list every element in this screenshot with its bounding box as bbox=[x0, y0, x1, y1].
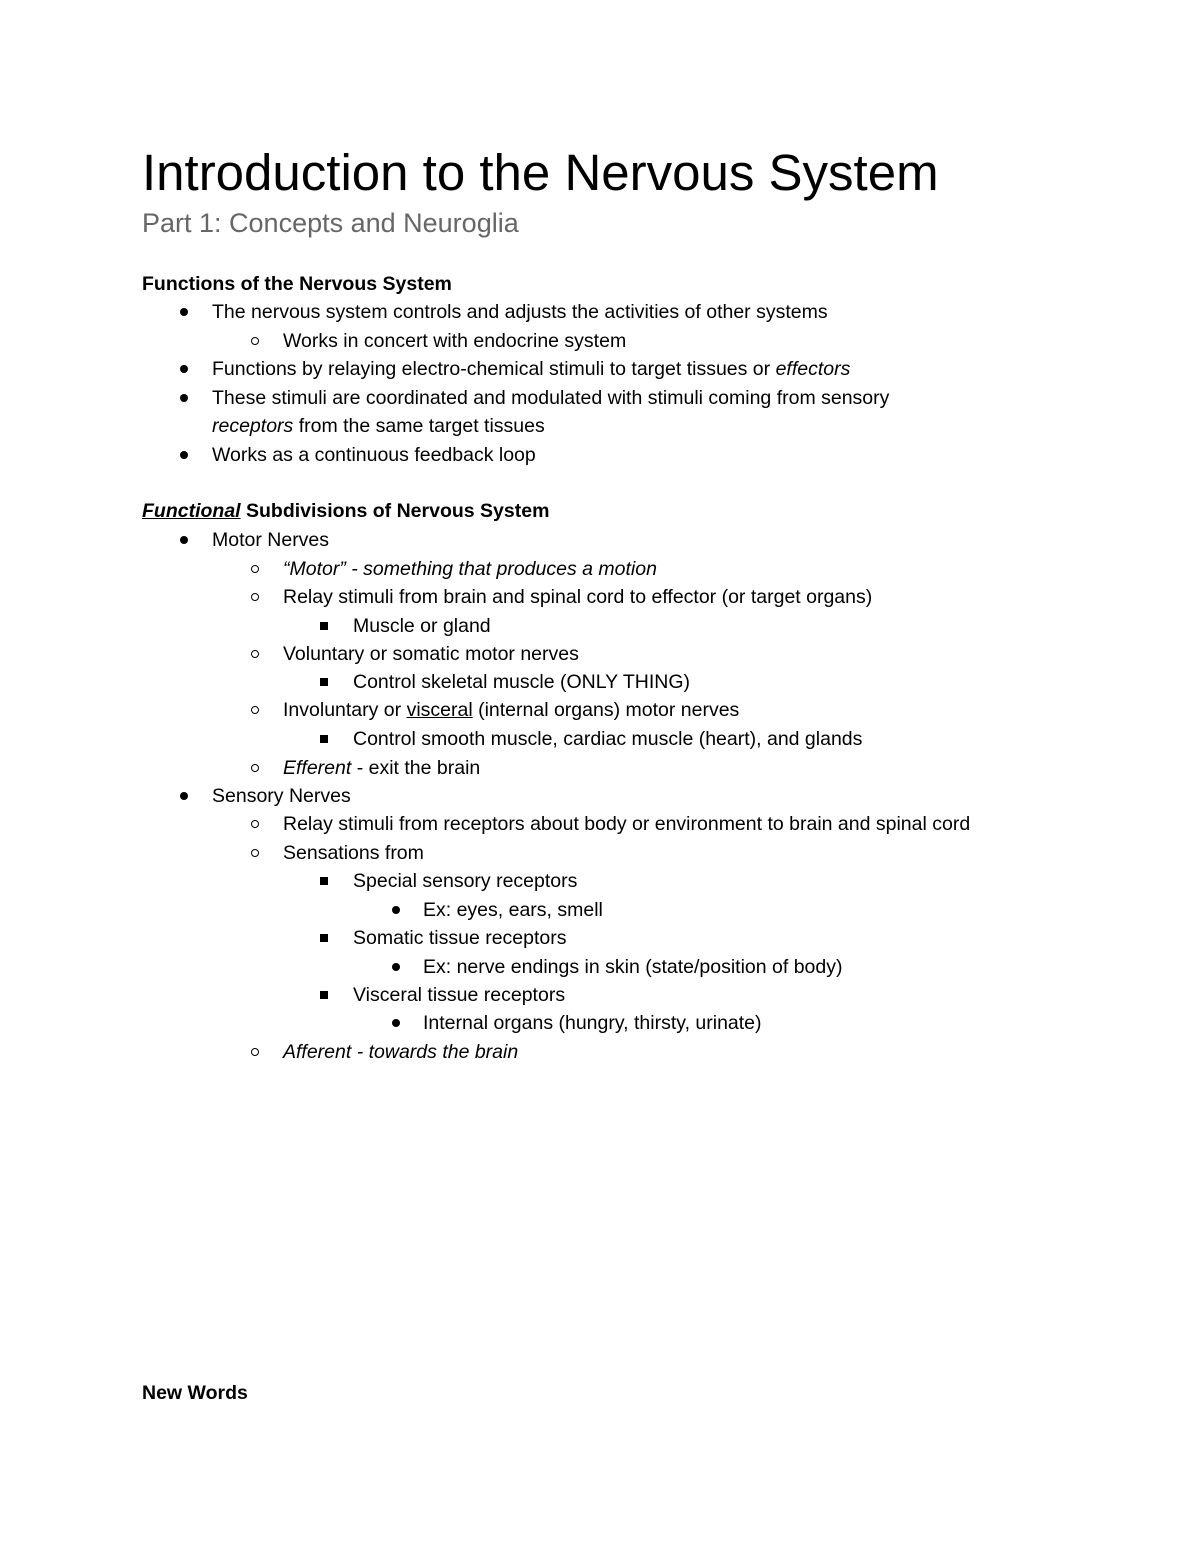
bullet-circle-icon bbox=[247, 839, 263, 867]
bullet-square-icon bbox=[316, 725, 332, 753]
bullet-disc-icon bbox=[388, 896, 404, 924]
bullet-disc-icon bbox=[388, 953, 404, 981]
bullet-circle-icon bbox=[247, 583, 263, 611]
document-page: Introduction to the Nervous System Part 1: Concepts and Neuroglia Functions of the Nervous System The nervous system controls and adjusts the activities of other systems Works in concert with endocrine system Functions by relaying electro-chemical stimuli to target tissues or effectors These stimuli are coordinated and modulated with stimuli coming from sensory receptors from the same target tissues Works as a continuous feedback loop Functional Subdivisions of Nervous System Motor Nerves “Motor” - something that produces a motion Relay stimuli from brain and spinal cord to effector (or target organs) Muscle or gland Voluntary or somatic motor nerves Control skeletal muscle (ONLY THING) Involuntary or visceral (internal organs) motor nerves Control smooth muscle, cardiac muscle (heart), and glands Efferent - exit the brain Sensory Nerves Relay stimuli from receptors about body or environment to brain and spinal cord Sensations from Special sensory receptors Ex: eyes, ears, smell Somatic tissue receptors Ex: nerve endings in skin (state/position of body) Visceral tissue receptors Internal organs (hungry, thirsty, urinate) Afferent - towards the brain New Words bbox=[0, 0, 1200, 1553]
bullet-square-icon bbox=[316, 981, 332, 1009]
bullet-circle-icon bbox=[247, 1038, 263, 1066]
section-heading-functional-subdivisions: Functional Subdivisions of Nervous System bbox=[142, 500, 550, 522]
bullet-circle-icon bbox=[247, 810, 263, 838]
bullet-circle-icon bbox=[247, 327, 263, 355]
bullet-square-icon bbox=[316, 867, 332, 895]
bullet-disc-icon bbox=[176, 384, 192, 412]
bullet-disc-icon bbox=[176, 526, 192, 554]
section-heading-functions: Functions of the Nervous System bbox=[142, 273, 452, 295]
bullet-square-icon bbox=[316, 924, 332, 952]
bullet-disc-icon bbox=[176, 355, 192, 383]
bullet-disc-icon bbox=[388, 1009, 404, 1037]
bullet-circle-icon bbox=[247, 754, 263, 782]
bullet-circle-icon bbox=[247, 555, 263, 583]
bullet-disc-icon bbox=[176, 441, 192, 469]
page-subtitle: Part 1: Concepts and Neuroglia bbox=[142, 208, 519, 238]
page-title: Introduction to the Nervous System bbox=[142, 144, 939, 201]
bullet-square-icon bbox=[316, 612, 332, 640]
bullet-circle-icon bbox=[247, 696, 263, 724]
section-heading-new-words: New Words bbox=[142, 1382, 248, 1404]
bullet-square-icon bbox=[316, 668, 332, 696]
bullet-disc-icon bbox=[176, 298, 192, 326]
bullet-circle-icon bbox=[247, 640, 263, 668]
bullet-disc-icon bbox=[176, 782, 192, 810]
